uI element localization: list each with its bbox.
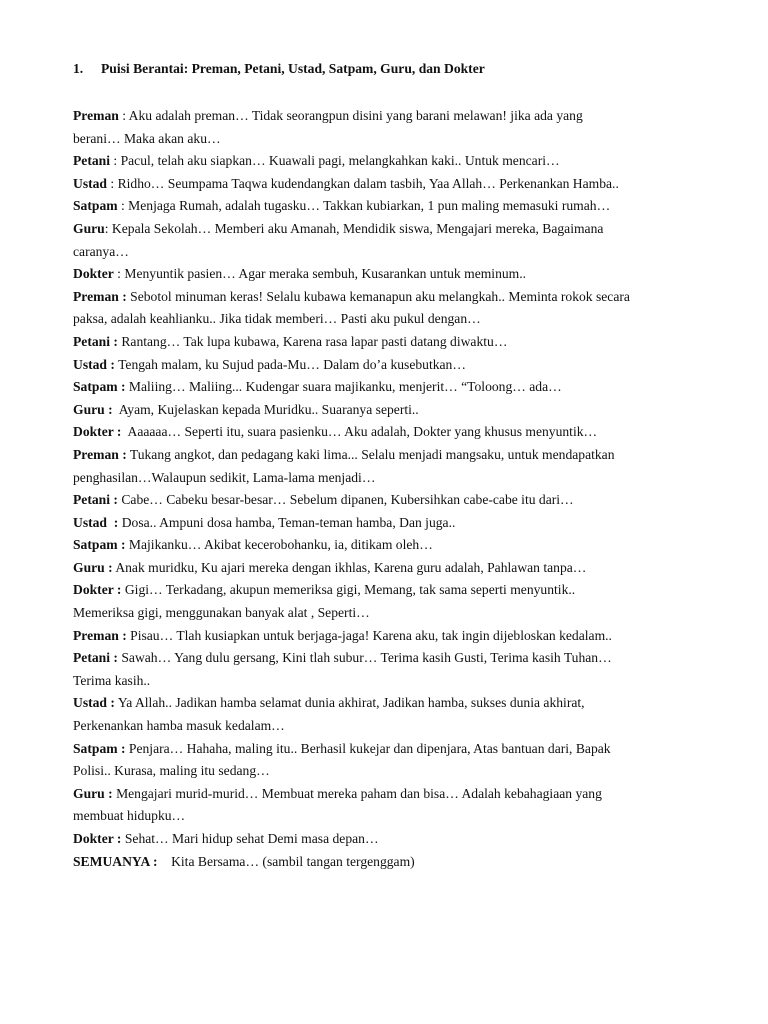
- line-text: Penjara… Hahaha, maling itu.. Berhasil kukejar dan dipenjara, Atas bantuan dari, Bapak: [128, 740, 611, 756]
- speaker-name: Guru :: [73, 559, 113, 575]
- line-text: Polisi.. Kurasa, maling itu sedang…: [73, 763, 270, 779]
- speaker-name: Preman :: [73, 627, 127, 643]
- poem-line: [73, 173, 713, 196]
- poem-line: [73, 851, 713, 874]
- line-text: Sebotol minuman keras! Selalu kubawa kemanapun aku melangkah.. Meminta rokok secara: [130, 288, 630, 304]
- poem-line-continuation: [73, 670, 713, 693]
- speaker-name: Satpam :: [73, 379, 126, 395]
- speaker-separator: [157, 854, 171, 869]
- speaker-name: Dokter :: [73, 582, 122, 598]
- poem-line: [73, 783, 713, 806]
- line-text: Tukang angkot, dan pedagang kaki lima... Selalu menjadi mangsaku, untuk mendapatkan: [129, 446, 615, 462]
- poem-line: [73, 625, 713, 648]
- poem-line-continuation: [73, 760, 713, 783]
- heading-title: Puisi Berantai: Preman, Petani, Ustad, Satpam, Guru, dan Dokter: [101, 61, 485, 76]
- line-text: Anak muridku, Ku ajari mereka dengan ikhlas, Karena guru adalah, Pahlawan tanpa…: [115, 559, 587, 575]
- line-text: Rantang… Tak lupa kubawa, Karena rasa lapar pasti datang diwaktu…: [121, 333, 508, 349]
- line-text: Ridho… Seumpama Taqwa kudendangkan dalam tasbih, Yaa Allah… Perkenankan Hamba..: [117, 175, 619, 191]
- poem-line: [73, 105, 713, 128]
- poem-line: [73, 354, 713, 377]
- speaker-name: Preman :: [73, 446, 127, 462]
- poem-line: [73, 421, 713, 444]
- heading-number: 1.: [73, 61, 84, 76]
- poem-line: [73, 218, 713, 241]
- poem-line: [73, 376, 713, 399]
- poem-line: [73, 286, 713, 309]
- poem-heading: [73, 61, 485, 77]
- line-text: Aaaaaa… Seperti itu, suara pasienku… Aku adalah, Dokter yang khusus menyuntik…: [127, 424, 598, 440]
- speaker-name: Guru :: [73, 785, 113, 801]
- line-text: membuat hidupku…: [73, 808, 186, 824]
- speaker-name: Petani :: [73, 650, 118, 666]
- line-text: Mengajari murid-murid… Membuat mereka paham dan bisa… Adalah kebahagiaan yang: [116, 785, 602, 801]
- speaker-name: Satpam :: [73, 740, 126, 756]
- speaker-name: Preman: [73, 108, 119, 123]
- poem-line-continuation: [73, 602, 713, 625]
- line-text: Gigi… Terkadang, akupun memeriksa gigi, Memang, tak sama seperti menyuntik..: [124, 582, 576, 598]
- line-text: Perkenankan hamba masuk kedalam…: [73, 718, 285, 734]
- line-text: Pacul, telah aku siapkan… Kuawali pagi, melangkahkan kaki.. Untuk mencari…: [120, 153, 560, 169]
- line-text: Menyuntik pasien… Agar meraka sembuh, Kusarankan untuk meminum..: [124, 266, 527, 282]
- poem-line-continuation: [73, 467, 713, 490]
- poem-line-continuation: [73, 805, 713, 828]
- line-text: Sehat… Mari hidup sehat Demi masa depan…: [124, 831, 379, 846]
- poem-line: [73, 444, 713, 467]
- poem-line: [73, 331, 713, 354]
- poem-body: [73, 105, 713, 873]
- line-text: Dosa.. Ampuni dosa hamba, Teman-teman hamba, Dan juga..: [121, 514, 456, 530]
- speaker-separator: :: [113, 266, 125, 282]
- poem-line: [73, 828, 713, 851]
- line-text: Ayam, Kujelaskan kepada Muridku.. Suaranya seperti..: [118, 401, 419, 417]
- line-text: Memeriksa gigi, menggunakan banyak alat , Seperti…: [73, 605, 370, 621]
- speaker-name: Dokter :: [73, 831, 122, 846]
- poem-line: [73, 399, 713, 422]
- line-text: Kepala Sekolah… Memberi aku Amanah, Mendidik siswa, Mengajari mereka, Bagaimana: [111, 220, 604, 236]
- poem-line-continuation: [73, 241, 713, 264]
- line-text: Sawah… Yang dulu gersang, Kini tlah subur… Terima kasih Gusti, Terima kasih Tuhan…: [121, 650, 612, 666]
- line-text: Cabe… Cabeku besar-besar… Sebelum dipanen, Kubersihkan cabe-cabe itu dari…: [121, 492, 574, 508]
- line-text: Terima kasih..: [73, 672, 151, 688]
- line-text: Majikanku… Akibat kecerobohanku, ia, ditikam oleh…: [128, 537, 433, 553]
- line-text: paksa, adalah keahlianku.. Jika tidak memberi… Pasti aku pukul dengan…: [73, 311, 481, 327]
- poem-line: [73, 579, 713, 602]
- line-text: berani… Maka akan aku…: [73, 130, 221, 146]
- speaker-name: Satpam: [73, 198, 118, 214]
- poem-line-continuation: [73, 308, 713, 331]
- speaker-name: Petani :: [73, 333, 118, 349]
- line-text: Pisau… Tlah kusiapkan untuk berjaga-jaga! Karena aku, tak ingin dijebloskan kedalam..: [130, 627, 612, 643]
- poem-line: [73, 692, 713, 715]
- speaker-name: Guru: [73, 220, 105, 236]
- line-text: Kita Bersama… (sambil tangan tergenggam): [171, 853, 415, 869]
- speaker-name: Petani :: [73, 492, 118, 508]
- line-text: Menjaga Rumah, adalah tugasku… Takkan kubiarkan, 1 pun maling memasuki rumah…: [128, 198, 611, 214]
- speaker-name: Dokter: [73, 266, 114, 282]
- line-text: penghasilan…Walaupun sedikit, Lama-lama menjadi…: [73, 469, 376, 485]
- poem-line: [73, 512, 713, 535]
- poem-line: [73, 195, 713, 218]
- poem-line: [73, 557, 713, 580]
- speaker-separator: :: [117, 198, 129, 214]
- poem-line: [73, 150, 713, 173]
- speaker-separator: :: [118, 108, 129, 123]
- speaker-name: Ustad: [73, 175, 107, 191]
- line-text: caranya…: [73, 243, 129, 259]
- line-text: Aku adalah preman… Tidak seorangpun disini yang barani melawan! jika ada yang: [128, 108, 583, 123]
- line-text: Tengah malam, ku Sujud pada-Mu… Dalam do’a kusebutkan…: [118, 356, 466, 372]
- poem-line-continuation: [73, 715, 713, 738]
- speaker-name: Guru :: [73, 401, 113, 417]
- speaker-name: SEMUANYA :: [73, 853, 158, 869]
- speaker-name: Petani: [73, 153, 110, 169]
- speaker-name: Ustad :: [73, 695, 115, 711]
- speaker-name: Ustad :: [73, 356, 115, 372]
- speaker-name: Satpam :: [73, 537, 126, 553]
- poem-line: [73, 647, 713, 670]
- speaker-name: Dokter :: [73, 424, 122, 440]
- speaker-name: Ustad :: [73, 514, 119, 530]
- line-text: Ya Allah.. Jadikan hamba selamat dunia akhirat, Jadikan hamba, sukses dunia akhirat,: [117, 695, 585, 711]
- speaker-separator: :: [104, 220, 112, 236]
- poem-line: [73, 263, 713, 286]
- speaker-name: Preman :: [73, 288, 127, 304]
- poem-line: [73, 738, 713, 761]
- speaker-separator: :: [110, 153, 121, 169]
- line-text: Maliing… Maliing... Kudengar suara majikanku, menjerit… “Toloong… ada…: [128, 379, 562, 395]
- poem-line: [73, 534, 713, 557]
- poem-line-continuation: [73, 128, 713, 151]
- speaker-separator: :: [107, 175, 118, 191]
- poem-line: [73, 489, 713, 512]
